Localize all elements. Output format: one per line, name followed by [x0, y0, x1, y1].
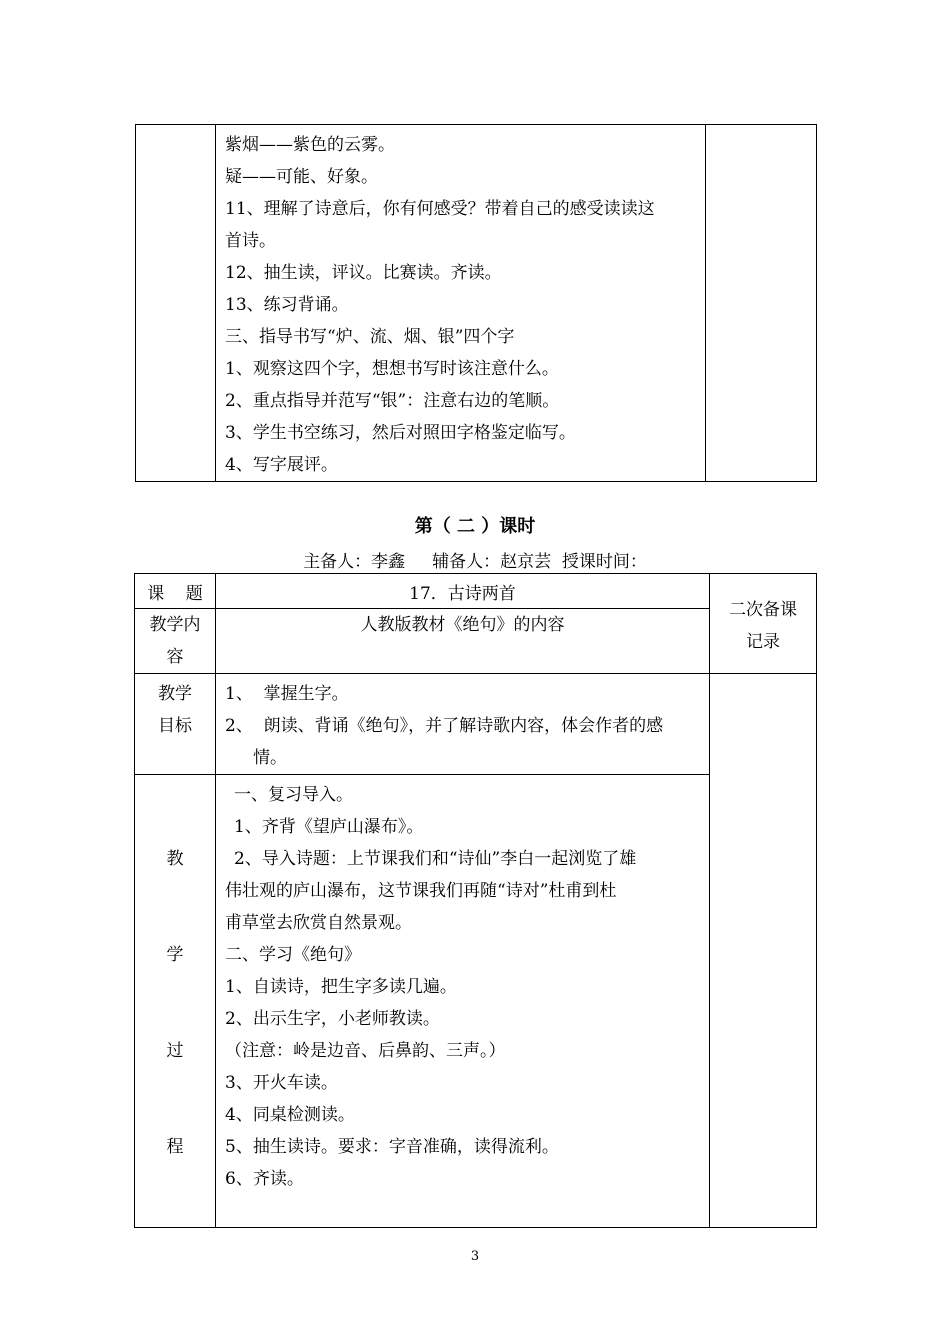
table1-notes-cell [706, 125, 817, 482]
process-cell [216, 775, 710, 1228]
process-line: 1、齐背《望庐山瀑布》。 [234, 817, 424, 837]
topic-label: 课 题 [147, 583, 203, 604]
process-line: 二、学习《绝句》 [225, 945, 361, 965]
secondary-prep-notes-cell [710, 674, 817, 1228]
text-line: 13、练习背诵。 [225, 295, 349, 315]
process-label-char: 程 [166, 1137, 184, 1157]
secondary-prep-label: 二次备课 [729, 600, 797, 620]
text-line: 12、抽生读，评议。比赛读。齐读。 [225, 263, 502, 283]
text-line: 疑——可能、好象。 [225, 167, 378, 187]
process-line: 一、复习导入。 [234, 785, 353, 805]
process-line: 5、抽生读诗。要求：字音准确，读得流利。 [225, 1137, 559, 1157]
goals-label: 目标 [158, 716, 192, 736]
table1-content-cell [216, 125, 706, 482]
topic-value: 17．古诗两首 [409, 583, 516, 604]
preparer-line: 主备人：李鑫 辅备人：赵京芸 授课时间： [303, 552, 647, 572]
process-line: 2、导入诗题：上节课我们和“诗仙”李白一起浏览了雄 [234, 849, 637, 869]
process-line: （注意：岭是边音、后鼻韵、三声。） [225, 1041, 506, 1061]
process-line: 6、齐读。 [225, 1169, 304, 1189]
text-line: 紫烟——紫色的云雾。 [225, 135, 395, 155]
process-label-cell [135, 775, 216, 1228]
content-label: 教学内 [149, 615, 201, 635]
content-value-cell [216, 609, 710, 674]
process-label-char: 过 [166, 1041, 184, 1061]
lesson-table-continued [135, 124, 817, 482]
goals-label: 教学 [158, 684, 192, 704]
process-line: 甫草堂去欣赏自然景观。 [225, 913, 412, 933]
secondary-prep-header [710, 574, 817, 674]
goals-cell [216, 674, 710, 775]
topic-label-cell [135, 574, 216, 609]
process-line: 伟壮观的庐山瀑布，这节课我们再随“诗对”杜甫到杜 [225, 881, 617, 901]
lesson-table [134, 573, 817, 1228]
page-number: 3 [470, 1249, 480, 1264]
text-line: 首诗。 [225, 231, 276, 251]
process-line: 4、同桌检测读。 [225, 1105, 355, 1125]
process-label-char: 学 [166, 945, 184, 965]
lesson-title: 第（ 二 ）课时 [414, 516, 536, 537]
text-line: 3、学生书空练习，然后对照田字格鉴定临写。 [225, 423, 576, 443]
content-label: 容 [166, 647, 184, 667]
content-label-cell [135, 609, 216, 674]
goal-item: 2、 朗读、背诵《绝句》，并了解诗歌内容，体会作者的感 [225, 716, 664, 736]
text-line: 11、理解了诗意后，你有何感受？带着自己的感受读读这 [225, 199, 655, 219]
process-line: 2、出示生字，小老师教读。 [225, 1009, 440, 1029]
process-line: 3、开火车读。 [225, 1073, 338, 1093]
table1-left-cell [136, 125, 216, 482]
text-line: 2、重点指导并范写“银”：注意右边的笔顺。 [225, 391, 560, 411]
process-line: 1、自读诗，把生字多读几遍。 [225, 977, 457, 997]
topic-value-cell [216, 574, 710, 609]
secondary-prep-label: 记录 [746, 632, 780, 652]
goal-item: 1、 掌握生字。 [225, 684, 349, 704]
goal-item: 情。 [253, 748, 287, 768]
text-line: 4、写字展评。 [225, 455, 338, 475]
text-line: 1、观察这四个字，想想书写时该注意什么。 [225, 359, 559, 379]
text-line: 三、指导书写“炉、流、烟、银”四个字 [225, 327, 515, 347]
process-label-char: 教 [166, 849, 184, 869]
content-value: 人教版教材《绝句》的内容 [360, 615, 565, 635]
goals-label-cell [135, 674, 216, 775]
